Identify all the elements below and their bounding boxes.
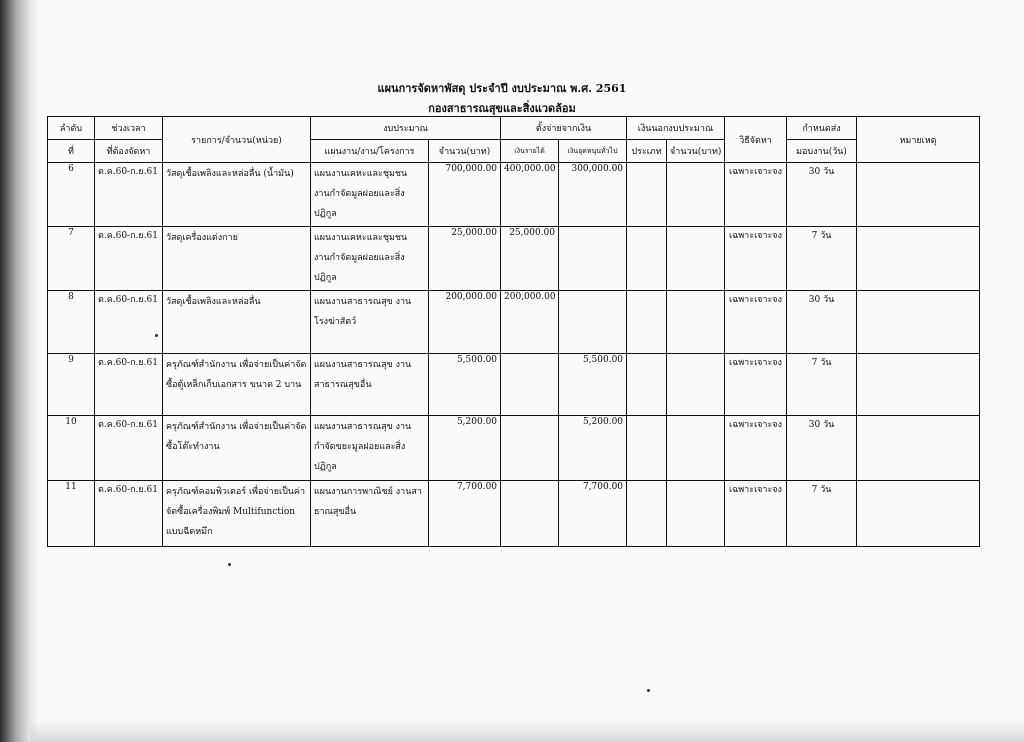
row-revenue xyxy=(501,481,559,547)
row-subsidy xyxy=(559,291,627,354)
row-item: ครุภัณฑ์สำนักงาน เพื่อจ่ายเป็นค่าจัดซื้อโต๊ะทำงาน xyxy=(163,416,311,481)
row-period: ต.ค.60-ก.ย.61 xyxy=(95,163,163,227)
row-revenue: 200,000.00 xyxy=(501,291,559,354)
row-item: ครุภัณฑ์คอมพิวเตอร์ เพื่อจ่ายเป็นค่าจัดซื้อเครื่องพิมพ์ Multifunction แบบฉีดหมึก xyxy=(163,481,311,547)
header-source: ตั้งจ่ายจากเงิน xyxy=(501,117,627,140)
header-deadline-2: มอบงาน(วัน) xyxy=(787,140,857,163)
row-ob-amount xyxy=(667,416,725,481)
row-method: เฉพาะเจาะจง xyxy=(725,291,787,354)
row-type xyxy=(627,416,667,481)
row-no: 7 xyxy=(48,227,95,291)
row-remark xyxy=(857,354,980,416)
row-subsidy xyxy=(559,227,627,291)
table-row xyxy=(48,354,980,416)
row-deadline: 30 วัน xyxy=(787,416,857,481)
row-amount: 5,200.00 xyxy=(429,416,501,481)
row-remark xyxy=(857,416,980,481)
row-amount: 7,700.00 xyxy=(429,481,501,547)
header-off-budget: เงินนอกงบประมาณ xyxy=(627,117,725,140)
row-remark xyxy=(857,227,980,291)
row-period: ต.ค.60-ก.ย.61 xyxy=(95,416,163,481)
row-no: 6 xyxy=(48,163,95,227)
row-revenue: 400,000.00 xyxy=(501,163,559,227)
header-ob-amount: จำนวน(บาท) xyxy=(667,140,725,163)
row-amount: 700,000.00 xyxy=(429,163,501,227)
header-period-2: ที่ต้องจัดหา xyxy=(95,140,163,163)
row-no: 9 xyxy=(48,354,95,416)
row-type xyxy=(627,354,667,416)
row-plan: แผนงานการพาณิชย์ งานสาธาณสุขอื่น xyxy=(311,481,429,547)
row-amount: 25,000.00 xyxy=(429,227,501,291)
header-no-2: ที่ xyxy=(48,140,95,163)
row-item: วัสดุเชื้อเพลิงและหล่อลื่น (น้ำมัน) xyxy=(163,163,311,227)
row-revenue: 25,000.00 xyxy=(501,227,559,291)
row-type xyxy=(627,291,667,354)
header-no: ลำดับ xyxy=(48,117,95,140)
scan-speck xyxy=(647,689,650,692)
table-row xyxy=(48,163,980,227)
header-amount: จำนวน(บาท) xyxy=(429,140,501,163)
row-amount: 200,000.00 xyxy=(429,291,501,354)
row-amount: 5,500.00 xyxy=(429,354,501,416)
header-method: วิธีจัดหา xyxy=(725,117,787,163)
row-method: เฉพาะเจาะจง xyxy=(725,481,787,547)
scan-speck xyxy=(155,334,158,337)
header-type: ประเภท xyxy=(627,140,667,163)
row-item: วัสดุเครื่องแต่งกาย xyxy=(163,227,311,291)
row-period: ต.ค.60-ก.ย.61 xyxy=(95,227,163,291)
row-remark xyxy=(857,291,980,354)
row-plan: แผนงานเคหะและชุมชน งานกำจัดมูลฝอยและสิ่งปฏิกูล xyxy=(311,227,429,291)
row-period: ต.ค.60-ก.ย.61 xyxy=(95,354,163,416)
row-ob-amount xyxy=(667,354,725,416)
header-subsidy: เงินอุดหนุนทั่วไป xyxy=(559,140,627,163)
document-subtitle: กองสาธารณสุขและสิ่งแวดล้อม xyxy=(428,102,576,115)
row-no: 11 xyxy=(48,481,95,547)
row-type xyxy=(627,163,667,227)
page-edge-shadow xyxy=(30,720,1024,742)
table-row xyxy=(48,481,980,547)
row-method: เฉพาะเจาะจง xyxy=(725,227,787,291)
row-method: เฉพาะเจาะจง xyxy=(725,354,787,416)
row-type xyxy=(627,227,667,291)
header-deadline: กำหนดส่ง xyxy=(787,117,857,140)
row-deadline: 30 วัน xyxy=(787,291,857,354)
header-revenue: เงินรายได้ xyxy=(501,140,559,163)
row-period: ต.ค.60-ก.ย.61 xyxy=(95,481,163,547)
table-row xyxy=(48,291,980,354)
row-plan: แผนงานเคหะและชุมชน งานกำจัดมูลฝอยและสิ่งปฏิกูล xyxy=(311,163,429,227)
row-ob-amount xyxy=(667,227,725,291)
row-revenue xyxy=(501,354,559,416)
row-deadline: 7 วัน xyxy=(787,481,857,547)
row-subsidy: 300,000.00 xyxy=(559,163,627,227)
row-method: เฉพาะเจาะจง xyxy=(725,163,787,227)
row-deadline: 7 วัน xyxy=(787,354,857,416)
row-subsidy: 5,500.00 xyxy=(559,354,627,416)
table-row xyxy=(48,227,980,291)
row-plan: แผนงานสาธารณสุข งานกำจัดขยะมูลฝอยและสิ่งปฏิกูล xyxy=(311,416,429,481)
row-type xyxy=(627,481,667,547)
table-row xyxy=(48,416,980,481)
row-subsidy: 5,200.00 xyxy=(559,416,627,481)
row-revenue xyxy=(501,416,559,481)
header-remark: หมายเหตุ xyxy=(857,117,980,163)
header-plan: แผนงาน/งาน/โครงการ xyxy=(311,140,429,163)
row-plan: แผนงานสาธารณสุข งานสาธารณสุขอื่น xyxy=(311,354,429,416)
header-item: รายการ/จำนวน(หน่วย) xyxy=(163,117,311,163)
scan-speck xyxy=(228,563,231,566)
row-ob-amount xyxy=(667,291,725,354)
row-plan: แผนงานสาธารณสุข งานโรงฆ่าสัตว์ xyxy=(311,291,429,354)
row-deadline: 30 วัน xyxy=(787,163,857,227)
row-ob-amount xyxy=(667,481,725,547)
row-method: เฉพาะเจาะจง xyxy=(725,416,787,481)
row-remark xyxy=(857,163,980,227)
header-period: ช่วงเวลา xyxy=(95,117,163,140)
row-ob-amount xyxy=(667,163,725,227)
row-subsidy: 7,700.00 xyxy=(559,481,627,547)
row-deadline: 7 วัน xyxy=(787,227,857,291)
row-item: ครุภัณฑ์สำนักงาน เพื่อจ่ายเป็นค่าจัดซื้อตู้เหล็กเก็บเอกสาร ขนาด 2 บาน xyxy=(163,354,311,416)
document-title: แผนการจัดหาพัสดุ ประจำปี งบประมาณ พ.ศ. 2561 xyxy=(377,82,627,95)
row-no: 10 xyxy=(48,416,95,481)
row-item: วัสดุเชื้อเพลิงและหล่อลื่น xyxy=(163,291,311,354)
procurement-plan-table xyxy=(47,116,980,547)
row-remark xyxy=(857,481,980,547)
row-no: 8 xyxy=(48,291,95,354)
header-budget: งบประมาณ xyxy=(311,117,501,140)
row-period: ต.ค.60-ก.ย.61 xyxy=(95,291,163,354)
